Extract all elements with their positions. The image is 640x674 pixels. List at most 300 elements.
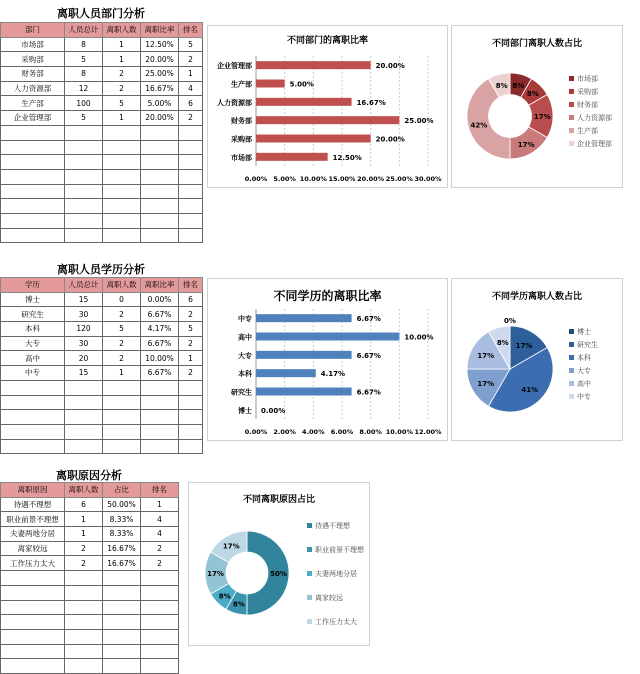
table-row [1, 67, 203, 82]
table-cell[interactable]: 8 [65, 67, 103, 82]
legend-label: 职业前景不理想 [315, 546, 364, 554]
data-label: 6.67% [356, 351, 381, 360]
table-cell[interactable] [1, 629, 65, 644]
table-cell[interactable] [103, 169, 141, 184]
table-cell[interactable]: 5 [65, 52, 103, 67]
table-row [1, 366, 203, 381]
table-cell[interactable] [65, 140, 103, 155]
data-label: 8% [232, 600, 245, 609]
table-cell[interactable]: 夫妻两地分居 [1, 527, 65, 542]
table-cell[interactable]: 4 [141, 527, 179, 542]
table-cell[interactable] [103, 213, 141, 228]
table-cell[interactable]: 采购部 [1, 52, 65, 67]
empty-row [1, 629, 179, 644]
empty-row [1, 140, 203, 155]
table-cell[interactable]: 6 [65, 497, 103, 512]
y-category-label: 中专 [238, 315, 252, 324]
data-label: 17% [533, 113, 551, 121]
table-cell[interactable]: 2 [141, 556, 179, 571]
table-row [1, 512, 179, 527]
y-category-label: 大专 [238, 351, 252, 360]
table-cell[interactable] [141, 585, 179, 600]
x-tick-label: 25.00% [385, 175, 413, 183]
data-label: 16.67% [356, 98, 386, 107]
table-cell[interactable]: 1 [103, 52, 141, 67]
table-cell[interactable]: 5.00% [141, 96, 179, 111]
table-cell[interactable]: 50.00% [103, 497, 141, 512]
legend-swatch [307, 619, 312, 624]
table-cell[interactable] [103, 140, 141, 155]
table-cell[interactable]: 120 [65, 322, 103, 337]
table-header-row [1, 483, 179, 498]
table-cell[interactable]: 1 [103, 37, 141, 52]
empty-row [1, 380, 203, 395]
empty-row [1, 155, 203, 170]
legend-label: 夫妻两地分居 [315, 570, 357, 578]
table-cell[interactable]: 10.00% [141, 351, 179, 366]
table-cell[interactable]: 1 [179, 351, 203, 366]
table-cell[interactable]: 20.00% [141, 52, 179, 67]
table-cell[interactable] [141, 615, 179, 630]
table-cell[interactable] [103, 600, 141, 615]
table-row [1, 497, 179, 512]
table-cell[interactable] [179, 213, 203, 228]
table-cell[interactable] [65, 439, 103, 454]
table-row [1, 336, 203, 351]
table-cell[interactable]: 2 [179, 307, 203, 322]
table-cell[interactable] [1, 228, 65, 243]
table-cell[interactable]: 6.67% [141, 336, 179, 351]
bar [256, 388, 352, 396]
table-cell[interactable] [179, 140, 203, 155]
x-tick-label: 5.00% [273, 175, 296, 183]
table-cell[interactable] [103, 659, 141, 674]
data-label: 25.00% [404, 117, 434, 126]
table-cell[interactable] [141, 659, 179, 674]
table-cell[interactable]: 5 [65, 111, 103, 126]
table-cell[interactable]: 研究生 [1, 307, 65, 322]
table-cell[interactable] [1, 585, 65, 600]
x-tick-label: 8.00% [359, 428, 382, 436]
table-cell[interactable] [179, 199, 203, 214]
column-header: 排名 [179, 278, 203, 293]
table-cell[interactable] [103, 125, 141, 140]
table-cell[interactable] [1, 439, 65, 454]
table-cell[interactable]: 2 [65, 541, 103, 556]
table-cell[interactable] [141, 140, 179, 155]
table-cell[interactable] [141, 169, 179, 184]
table-header-row [1, 23, 203, 38]
table-cell[interactable] [141, 439, 179, 454]
table-cell[interactable] [141, 199, 179, 214]
empty-row [1, 615, 179, 630]
table-cell[interactable] [179, 395, 203, 410]
legend-swatch [307, 571, 312, 576]
table-cell[interactable] [1, 424, 65, 439]
y-category-label: 生产部 [231, 80, 252, 89]
edu-rate-bar-chart [207, 278, 448, 441]
table-cell[interactable]: 6.67% [141, 307, 179, 322]
data-label: 6.67% [356, 315, 381, 324]
x-tick-label: 6.00% [330, 428, 354, 436]
table-cell[interactable] [65, 125, 103, 140]
table-cell[interactable] [65, 395, 103, 410]
table-row [1, 292, 203, 307]
chart-title: 不同学历的离职比率 [273, 289, 382, 303]
legend-label: 生产部 [577, 127, 598, 135]
bar [256, 61, 371, 69]
table-cell[interactable] [179, 155, 203, 170]
table-cell[interactable] [65, 213, 103, 228]
table-cell[interactable] [1, 615, 65, 630]
data-label: 0.00% [261, 406, 286, 415]
legend-swatch [569, 76, 574, 81]
empty-row [1, 410, 203, 425]
table-cell[interactable]: 20 [65, 351, 103, 366]
table-cell[interactable]: 4.17% [141, 322, 179, 337]
data-label: 8% [512, 81, 525, 90]
empty-row [1, 184, 203, 199]
table-cell[interactable] [1, 659, 65, 674]
table-cell[interactable]: 2 [179, 366, 203, 381]
empty-row [1, 659, 179, 674]
table-cell[interactable] [1, 571, 65, 586]
empty-row [1, 228, 203, 243]
data-label: 0% [504, 317, 516, 325]
table-cell[interactable]: 市场部 [1, 37, 65, 52]
table-cell[interactable]: 1 [65, 527, 103, 542]
table-cell[interactable]: 待遇不理想 [1, 497, 65, 512]
dept-table [0, 22, 203, 243]
table-cell[interactable]: 8.33% [103, 527, 141, 542]
y-category-label: 财务部 [231, 117, 252, 126]
column-header: 离职比率 [141, 278, 179, 293]
table-cell[interactable]: 8.33% [103, 512, 141, 527]
table-cell[interactable] [65, 644, 103, 659]
column-header: 人员总计 [65, 278, 103, 293]
table-cell[interactable]: 6 [179, 96, 203, 111]
table-cell[interactable] [65, 199, 103, 214]
empty-row [1, 213, 203, 228]
table-cell[interactable] [65, 600, 103, 615]
table-cell[interactable] [179, 169, 203, 184]
table-cell[interactable]: 15 [65, 366, 103, 381]
empty-row [1, 199, 203, 214]
legend-label: 待遇不理想 [315, 522, 350, 530]
column-header: 排名 [141, 483, 179, 498]
chart-canvas [189, 483, 369, 645]
legend-label: 大专 [577, 367, 591, 375]
column-header: 人员总计 [65, 23, 103, 38]
chart-title: 不同学历离职人数占比 [491, 292, 583, 302]
bar [256, 314, 352, 322]
table-cell[interactable]: 2 [65, 556, 103, 571]
x-tick-label: 20.00% [357, 175, 385, 183]
table-cell[interactable] [65, 410, 103, 425]
table-cell[interactable] [1, 184, 65, 199]
table-cell[interactable] [141, 395, 179, 410]
x-tick-label: 0.00% [244, 428, 268, 436]
table-cell[interactable] [1, 125, 65, 140]
table-cell[interactable]: 5 [103, 96, 141, 111]
data-label: 17% [517, 140, 535, 149]
table-cell[interactable] [103, 571, 141, 586]
column-header: 离职原因 [1, 483, 65, 498]
table-header-row [1, 278, 203, 293]
table-cell[interactable] [141, 644, 179, 659]
table-cell[interactable]: 2 [179, 52, 203, 67]
table-cell[interactable] [179, 184, 203, 199]
table-cell[interactable] [65, 629, 103, 644]
table-cell[interactable] [179, 424, 203, 439]
table-cell[interactable] [1, 213, 65, 228]
table-cell[interactable]: 2 [103, 81, 141, 96]
table-cell[interactable] [103, 199, 141, 214]
table-cell[interactable] [103, 615, 141, 630]
table-row [1, 541, 179, 556]
legend-label: 离家较远 [315, 594, 343, 602]
table-cell[interactable]: 人力资源部 [1, 81, 65, 96]
table-cell[interactable]: 中专 [1, 366, 65, 381]
table-cell[interactable]: 工作压力太大 [1, 556, 65, 571]
table-cell[interactable]: 6 [179, 292, 203, 307]
table-cell[interactable]: 20.00% [141, 111, 179, 126]
table-cell[interactable] [1, 199, 65, 214]
empty-row [1, 424, 203, 439]
table-cell[interactable]: 职业前景不理想 [1, 512, 65, 527]
data-label: 5.00% [289, 80, 314, 89]
table-cell[interactable]: 2 [141, 541, 179, 556]
table-cell[interactable] [141, 155, 179, 170]
table-cell[interactable] [179, 125, 203, 140]
table-cell[interactable] [141, 125, 179, 140]
legend-label: 本科 [577, 354, 591, 362]
data-label: 20.00% [375, 135, 405, 144]
table-cell[interactable]: 0.00% [141, 292, 179, 307]
table-cell[interactable]: 高中 [1, 351, 65, 366]
table-cell[interactable]: 生产部 [1, 96, 65, 111]
y-category-label: 采购部 [231, 135, 252, 144]
legend-swatch [569, 342, 574, 347]
empty-row [1, 169, 203, 184]
table-cell[interactable] [141, 228, 179, 243]
table-cell[interactable]: 4 [141, 512, 179, 527]
data-label: 4.17% [320, 370, 346, 379]
table-cell[interactable] [103, 395, 141, 410]
x-tick-label: 2.00% [273, 428, 296, 436]
data-label: 8% [495, 81, 508, 90]
legend-label: 高中 [577, 380, 591, 388]
y-category-label: 博士 [238, 406, 252, 415]
edu-table [0, 277, 203, 454]
bar [256, 116, 399, 124]
table-cell[interactable]: 财务部 [1, 67, 65, 82]
table-cell[interactable] [103, 439, 141, 454]
data-label: 8% [526, 90, 539, 99]
table-cell[interactable]: 2 [179, 111, 203, 126]
x-tick-label: 10.00% [299, 175, 327, 183]
dept-share-donut-chart [451, 25, 623, 188]
table-cell[interactable] [179, 410, 203, 425]
y-category-label: 市场部 [231, 153, 252, 162]
table-cell[interactable]: 100 [65, 96, 103, 111]
legend-label: 人力资源部 [577, 114, 612, 122]
table-cell[interactable] [65, 155, 103, 170]
table-cell[interactable]: 企业管理部 [1, 111, 65, 126]
table-cell[interactable]: 5 [179, 322, 203, 337]
table-cell[interactable]: 1 [103, 111, 141, 126]
legend-swatch [307, 547, 312, 552]
column-header: 占比 [103, 483, 141, 498]
table-cell[interactable] [65, 228, 103, 243]
empty-row [1, 585, 179, 600]
legend-label: 工作压力太大 [315, 618, 357, 626]
empty-row [1, 125, 203, 140]
table-cell[interactable]: 1 [141, 497, 179, 512]
table-cell[interactable] [65, 424, 103, 439]
table-row [1, 96, 203, 111]
table-cell[interactable]: 2 [103, 336, 141, 351]
table-cell[interactable] [1, 395, 65, 410]
table-cell[interactable] [103, 585, 141, 600]
table-cell[interactable] [179, 228, 203, 243]
table-cell[interactable] [65, 659, 103, 674]
table-cell[interactable] [141, 410, 179, 425]
table-cell[interactable]: 30 [65, 307, 103, 322]
table-cell[interactable]: 12.50% [141, 37, 179, 52]
legend-label: 采购部 [577, 88, 598, 96]
table-cell[interactable] [103, 410, 141, 425]
table-cell[interactable] [1, 169, 65, 184]
legend-swatch [569, 89, 574, 94]
table-cell[interactable] [141, 571, 179, 586]
table-cell[interactable]: 2 [103, 351, 141, 366]
table-cell[interactable] [103, 155, 141, 170]
table-cell[interactable]: 5 [103, 322, 141, 337]
table-cell[interactable]: 12 [65, 81, 103, 96]
legend-label: 市场部 [577, 75, 598, 83]
x-tick-label: 15.00% [328, 175, 356, 183]
y-category-label: 本科 [238, 370, 252, 379]
table-cell[interactable] [103, 380, 141, 395]
x-tick-label: 0.00% [244, 175, 268, 183]
table-cell[interactable]: 16.67% [141, 81, 179, 96]
data-label: 10.00% [404, 333, 434, 342]
table-cell[interactable] [1, 380, 65, 395]
table-cell[interactable]: 8 [65, 37, 103, 52]
column-header: 离职比率 [141, 23, 179, 38]
table-row [1, 527, 179, 542]
table-cell[interactable] [65, 169, 103, 184]
x-tick-label: 12.00% [414, 428, 442, 436]
chart-canvas [208, 279, 447, 440]
table-cell[interactable] [65, 615, 103, 630]
table-cell[interactable]: 4 [179, 81, 203, 96]
table-cell[interactable]: 1 [179, 67, 203, 82]
data-label: 17% [222, 542, 240, 551]
legend-swatch [307, 595, 312, 600]
x-tick-label: 30.00% [414, 175, 442, 183]
table-cell[interactable] [179, 439, 203, 454]
table-cell[interactable]: 大专 [1, 336, 65, 351]
bar [256, 80, 285, 88]
table-cell[interactable]: 离家较远 [1, 541, 65, 556]
table-cell[interactable] [1, 644, 65, 659]
table-cell[interactable] [141, 629, 179, 644]
table-cell[interactable] [103, 184, 141, 199]
table-cell[interactable] [141, 213, 179, 228]
data-label: 6.67% [356, 388, 381, 397]
table-cell[interactable]: 5 [179, 37, 203, 52]
table-cell[interactable] [1, 600, 65, 615]
table-cell[interactable]: 16.67% [103, 556, 141, 571]
table-cell[interactable]: 2 [179, 336, 203, 351]
data-label: 8% [496, 339, 509, 348]
table-cell[interactable]: 16.67% [103, 541, 141, 556]
table-cell[interactable] [103, 644, 141, 659]
table-cell[interactable] [1, 140, 65, 155]
table-cell[interactable] [103, 424, 141, 439]
y-category-label: 企业管理部 [217, 62, 252, 71]
reason-table-title: 离职原因分析 [56, 469, 122, 482]
table-cell[interactable]: 博士 [1, 292, 65, 307]
y-category-label: 研究生 [231, 388, 252, 397]
table-cell[interactable] [103, 629, 141, 644]
table-cell[interactable] [141, 184, 179, 199]
table-row [1, 307, 203, 322]
table-cell[interactable]: 15 [65, 292, 103, 307]
edu-share-pie-chart [451, 278, 623, 441]
table-row [1, 52, 203, 67]
table-cell[interactable] [1, 155, 65, 170]
table-row [1, 322, 203, 337]
data-label: 17% [477, 379, 495, 388]
table-cell[interactable] [65, 585, 103, 600]
table-cell[interactable] [179, 380, 203, 395]
table-row [1, 351, 203, 366]
table-cell[interactable] [103, 228, 141, 243]
table-cell[interactable] [1, 410, 65, 425]
column-header: 离职人数 [65, 483, 103, 498]
column-header: 排名 [179, 23, 203, 38]
chart-title: 不同离职原因占比 [242, 495, 316, 505]
legend-swatch [569, 329, 574, 334]
legend-swatch [569, 115, 574, 120]
table-cell[interactable]: 2 [103, 307, 141, 322]
table-cell[interactable] [65, 380, 103, 395]
table-cell[interactable] [141, 424, 179, 439]
bar [256, 369, 316, 377]
table-cell[interactable]: 25.00% [141, 67, 179, 82]
table-cell[interactable] [65, 184, 103, 199]
table-cell[interactable] [141, 600, 179, 615]
table-cell[interactable]: 1 [65, 512, 103, 527]
legend-swatch [569, 102, 574, 107]
data-label: 17% [477, 352, 495, 361]
empty-row [1, 600, 179, 615]
table-cell[interactable]: 30 [65, 336, 103, 351]
table-cell[interactable]: 1 [103, 366, 141, 381]
table-cell[interactable]: 本科 [1, 322, 65, 337]
legend-swatch [307, 523, 312, 528]
table-cell[interactable]: 0 [103, 292, 141, 307]
table-cell[interactable] [141, 380, 179, 395]
table-cell[interactable]: 6.67% [141, 366, 179, 381]
data-label: 42% [470, 121, 488, 130]
table-cell[interactable] [65, 571, 103, 586]
column-header: 部门 [1, 23, 65, 38]
table-cell[interactable]: 2 [103, 67, 141, 82]
